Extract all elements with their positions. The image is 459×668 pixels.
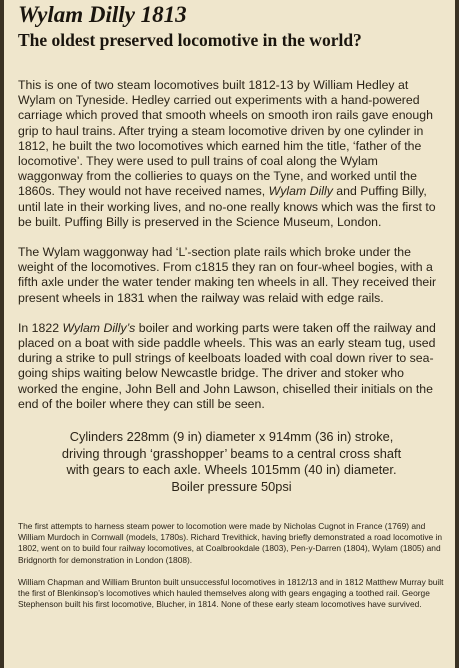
specifications bbox=[18, 429, 445, 495]
spec-line: Cylinders 228mm (9 in) diameter x 914mm (36 in) stroke, bbox=[69, 429, 394, 445]
history-text-name: Wylam Dilly bbox=[268, 184, 333, 199]
tug-text-name: Wylam Dilly’s bbox=[62, 320, 136, 335]
spec-line: Boiler pressure 50psi bbox=[171, 478, 292, 494]
spec-line: driving through ‘grasshopper’ beams to a central cross shaft bbox=[61, 445, 402, 461]
footnote-other-locomotives: William Chapman and William Brunton built unsuccessful locomotives in 1812/13 and in 1812 Matthew Murray built the first of Blenkinsop’s locomotives which hauled themselves along with gears engaging a toothed rail. George Stephenson built his first locomotive, Blucher, in 1814. None of these early steam locomotives have survived. bbox=[18, 576, 444, 610]
footnote-early-attempts: The first attempts to harness steam power to locomotion were made by Nicholas Cugnot in France (1769) and William Murdoch in Cornwall (models, 1780s). Richard Trevithick, having briefly demonstrated a road locomotive in 1802, went on to build four railway locomotives, at Coalbrookdale (1803), Pen-y-Darren (1804), Wylam (1805) and Bridgnorth for demonstration in London (1808). bbox=[18, 521, 443, 565]
history-text-c: and Puffing Billy, until late in their working lives, and no-one really knows which was the first to be built. Puffing Billy is preserved in the Science Museum, London. bbox=[18, 184, 436, 229]
history-text-a: This is one of two steam locomotives built 1812-13 by William Hedley at Wylam on Tyneside. Hedley carried out experiments with a hand-powered carriage which proved that smooth wheels on smooth iron rails gave enough grip to haul trains. After trying a steam locomotive driven by one cylinder in 1812, he built the two locomotives which earned him the title, ‘father of the locomotive’. They were used to pull trains of coal along the Wylam waggonway from the collieries to quays on the Tyne, and worked until the 1860s. They would not have received names, bbox=[18, 78, 433, 199]
page-title: Wylam Dilly 1813 bbox=[18, 2, 187, 27]
tug-text-a: In 1822 bbox=[18, 320, 60, 335]
history-paragraph bbox=[18, 78, 445, 230]
page-subtitle: The oldest preserved locomotive in the world? bbox=[18, 30, 362, 50]
waggonway-paragraph: The Wylam waggonway had ‘L’-section plate rails which broke under the weight of the locomotives. From c1815 they ran on four-wheel bogies, with a fifth axle under the water tender making ten wheels in all. They received their present wheels in 1831 when the railway was relaid with edge rails. bbox=[18, 245, 437, 305]
spec-line: with gears to each axle. Wheels 1015mm (40 in) diameter. bbox=[66, 462, 397, 478]
steam-tug-paragraph bbox=[18, 321, 445, 412]
tug-text-c: boiler and working parts were taken off the railway and placed on a boat with side paddle wheels. This was an early steam tug, used during a strike to pull strings of keelboats loaded with coal down river to sea-going ships waiting below Newcastle bridge. The driver and stoker who worked the engine, John Bell and John Lawson, chiselled their initials on the end of the boiler where they can still be seen. bbox=[18, 320, 436, 411]
information-board bbox=[4, 0, 455, 668]
